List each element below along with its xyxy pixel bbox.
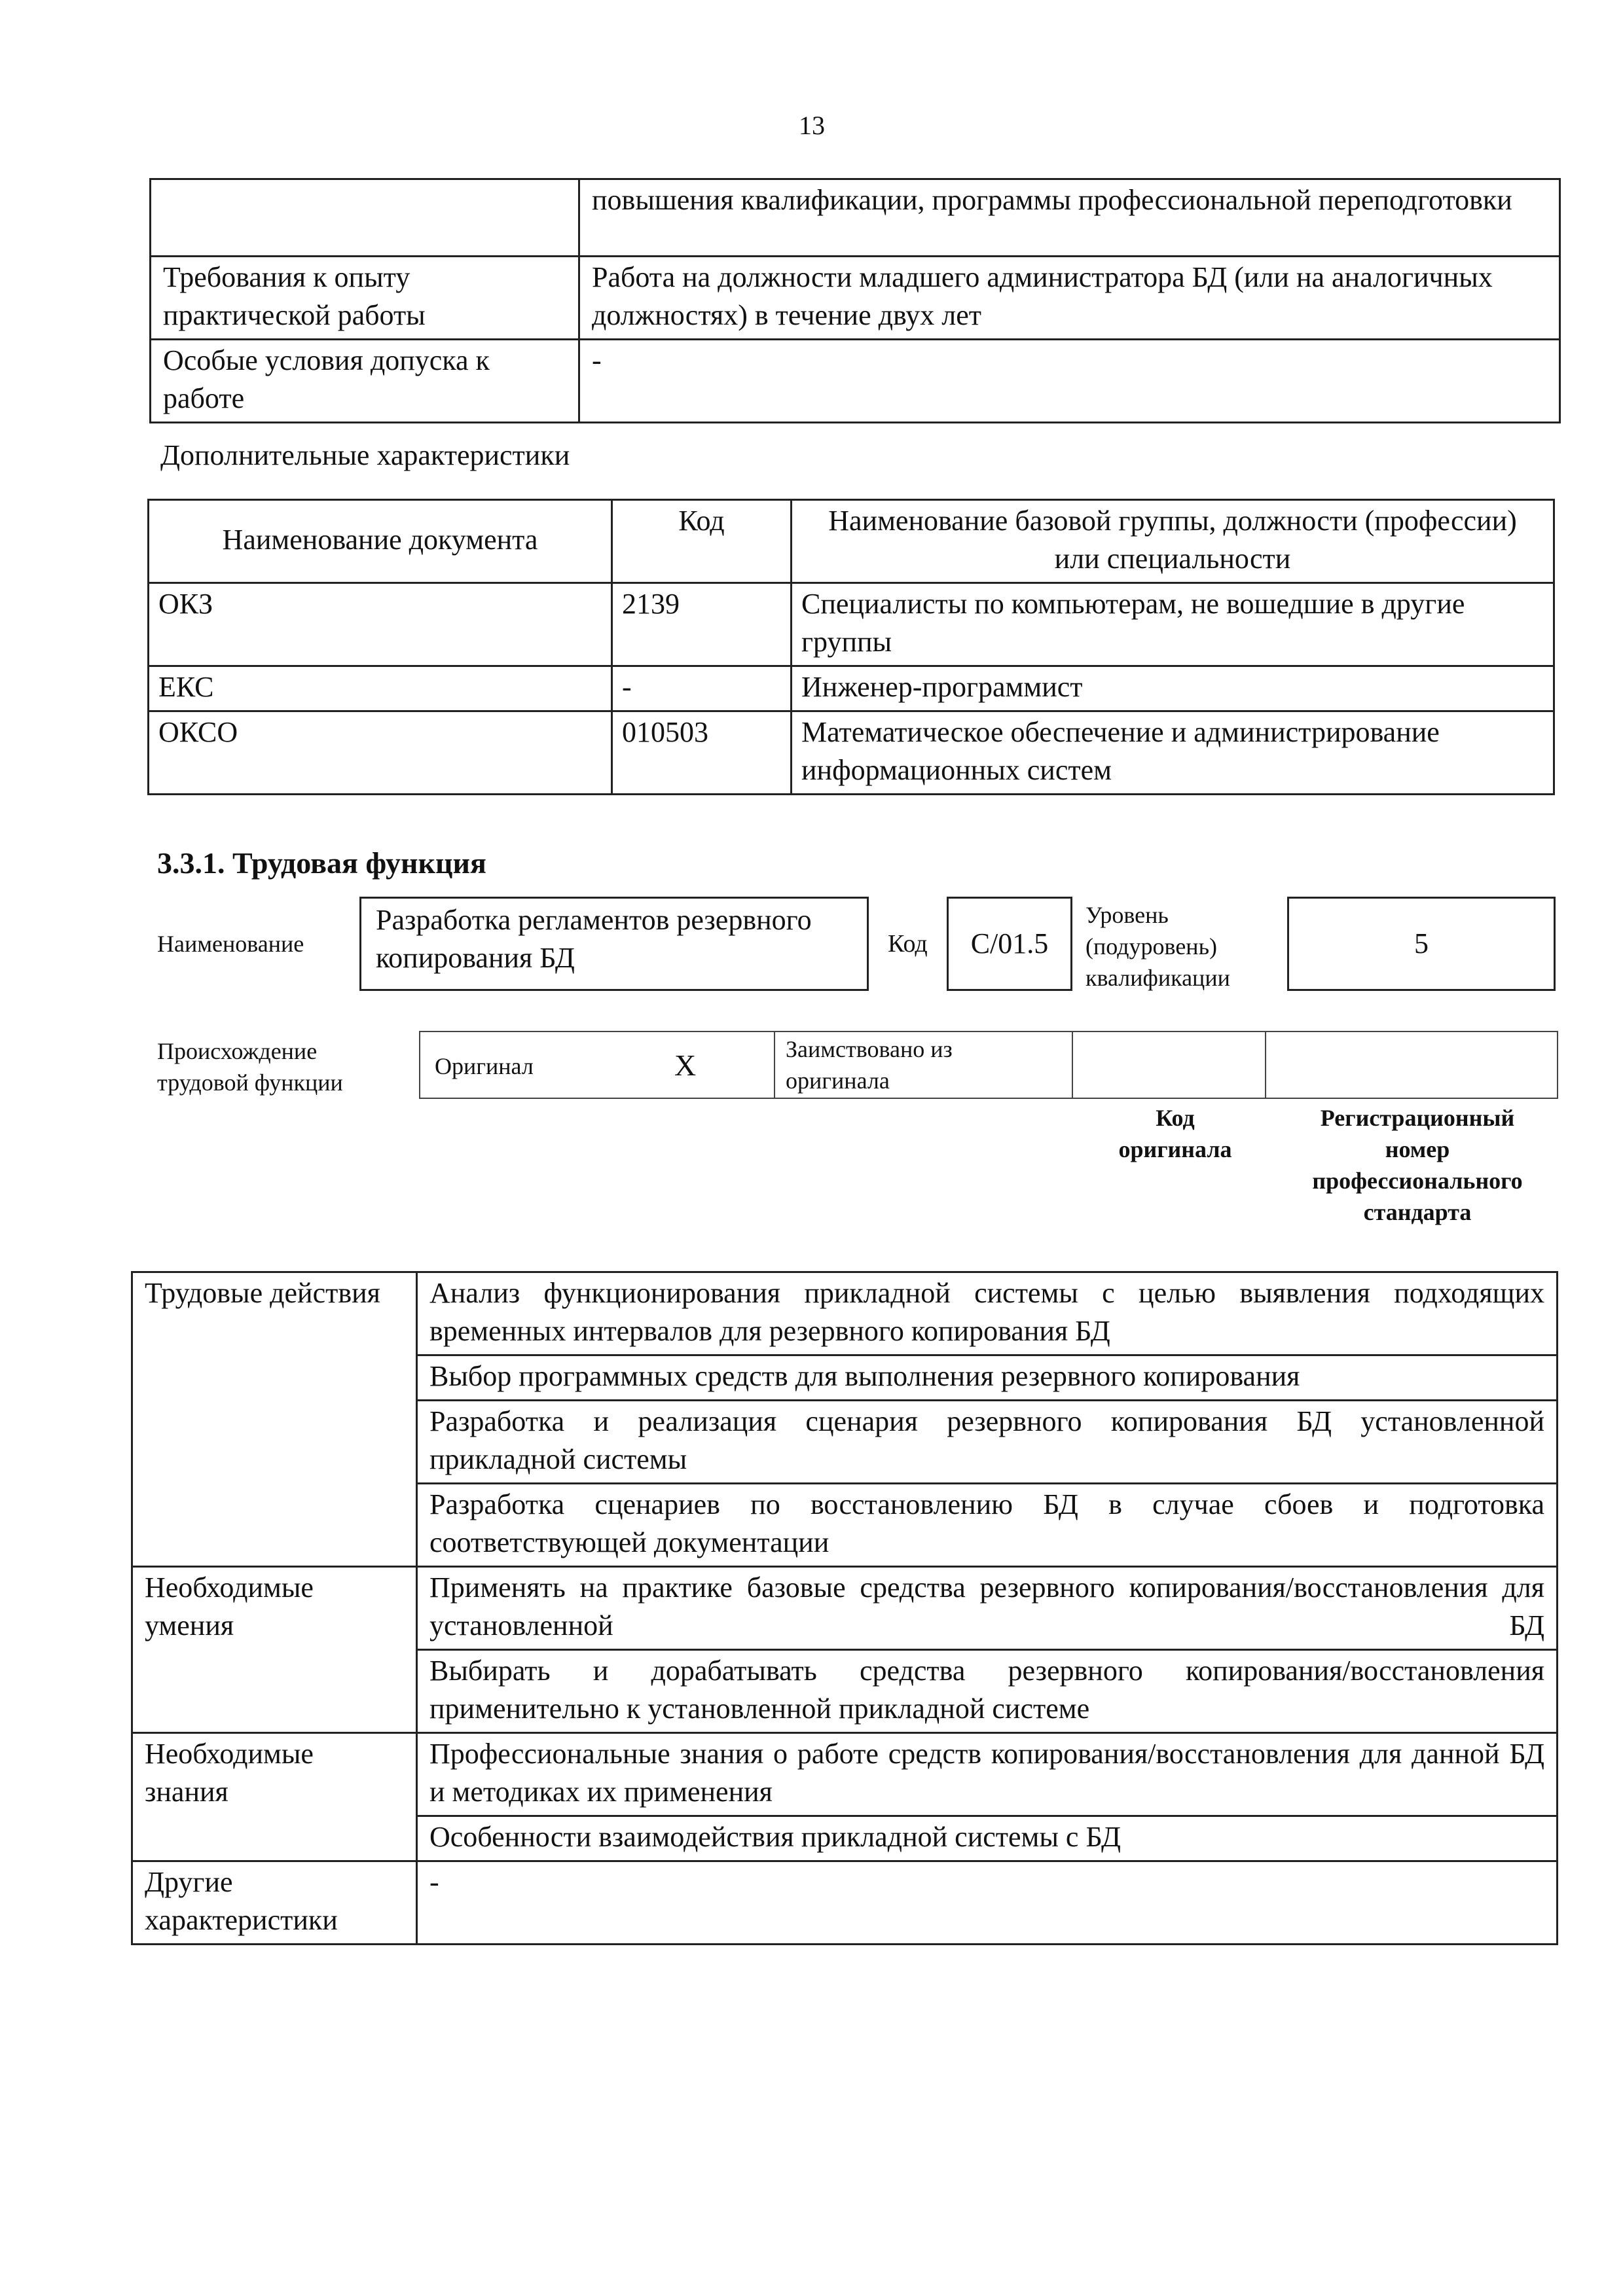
table-row [132,1861,1558,1945]
table-cell: Выбор программных средств для выполнения резервного копирования [417,1355,1558,1401]
table-cell: Работа на должности младшего администратора БД (или на аналогичных должностях) в течение двух лет [579,257,1560,340]
table-cell: - [579,340,1560,423]
borrowed-label: Заимствовано из оригинала [786,1036,953,1094]
table-cell: - [417,1861,1558,1945]
table-cell: ЕКС [149,666,612,711]
table-cell: повышения квалификации, программы профессиональной переподготовки [579,179,1560,257]
origin-divider [774,1032,775,1098]
table-row [151,257,1560,340]
table-cell: ОКЗ [149,583,612,666]
table-cell: - [612,666,792,711]
table-row [149,666,1554,711]
function-heading: 3.3.1. Трудовая функция [157,846,486,880]
table-cell: ОКСО [149,711,612,795]
table-cell: Выбирать и дорабатывать средства резервного копирования/восстановления применительно к установленной прикладной системе [417,1650,1558,1733]
column-header: Код [612,500,792,583]
function-name-value: Разработка регламентов резервного копирования БД [376,904,812,974]
table-cell: Особые условия допуска к работе [151,340,579,423]
registration-caption: Регистрационный номер профессионального стандарта [1312,1105,1523,1225]
table-cell: Специалисты по компьютерам, не вошедшие в другие группы [792,583,1554,666]
origin-divider [1265,1032,1266,1098]
column-header: Наименование базовой группы, должности (профессии) или специальности [792,500,1554,583]
table-cell: Профессиональные знания о работе средств копирования/восстановления для данной БД и методиках их применения [417,1733,1558,1816]
table-row [151,179,1560,257]
level-box [1287,897,1556,991]
code-original-caption: Код оригинала [1118,1105,1232,1162]
table-cell: Инженер-программист [792,666,1554,711]
section-label: Необходимые знания [132,1733,417,1861]
table-cell: Особенности взаимодействия прикладной системы с БД [417,1816,1558,1861]
table-row [149,711,1554,795]
table-cell: 010503 [612,711,792,795]
original-label: Оригинал [435,1053,534,1079]
origin-divider [1072,1032,1073,1098]
table-row [132,1733,1558,1816]
table-cell: Требования к опыту практической работы [151,257,579,340]
table-cell: Разработка сценариев по восстановлению БД в случае сбоев и подготовка соответствующей документации [417,1484,1558,1567]
table-row [132,1567,1558,1650]
section-title: Дополнительные характеристики [160,439,570,471]
additional-table [147,499,1555,795]
origin-label: Происхождение трудовой функции [157,1038,343,1096]
table-cell: Разработка и реализация сценария резервного копирования БД установленной прикладной системы [417,1401,1558,1484]
table-cell: 2139 [612,583,792,666]
section-label: Необходимые умения [132,1567,417,1733]
function-name-label: Наименование [157,931,304,957]
code-value: C/01.5 [970,927,1049,960]
table-header-row [149,500,1554,583]
level-label: Уровень (подуровень) квалификации [1085,902,1230,991]
qualification-table [149,178,1561,423]
original-mark: X [674,1049,697,1082]
table-cell: Применять на практике базовые средства резервного копирования/восстановления для установленной БД [417,1567,1558,1650]
table-cell: Анализ функционирования прикладной системы с целью выявления подходящих временных интервалов для резервного копирования БД [417,1272,1558,1355]
details-table [131,1271,1558,1945]
page-number: 13 [799,111,825,140]
table-cell [151,179,579,257]
section-label: Трудовые действия [132,1272,417,1567]
table-row [149,583,1554,666]
level-value: 5 [1414,927,1429,960]
section-label: Другие характеристики [132,1861,417,1945]
code-box [947,897,1072,991]
table-row [132,1272,1558,1355]
code-label: Код [888,930,928,958]
origin-box [419,1031,1558,1099]
column-header: Наименование документа [149,500,612,583]
table-cell: Математическое обеспечение и администрирование информационных систем [792,711,1554,795]
function-name-box [359,897,869,991]
table-row [151,340,1560,423]
